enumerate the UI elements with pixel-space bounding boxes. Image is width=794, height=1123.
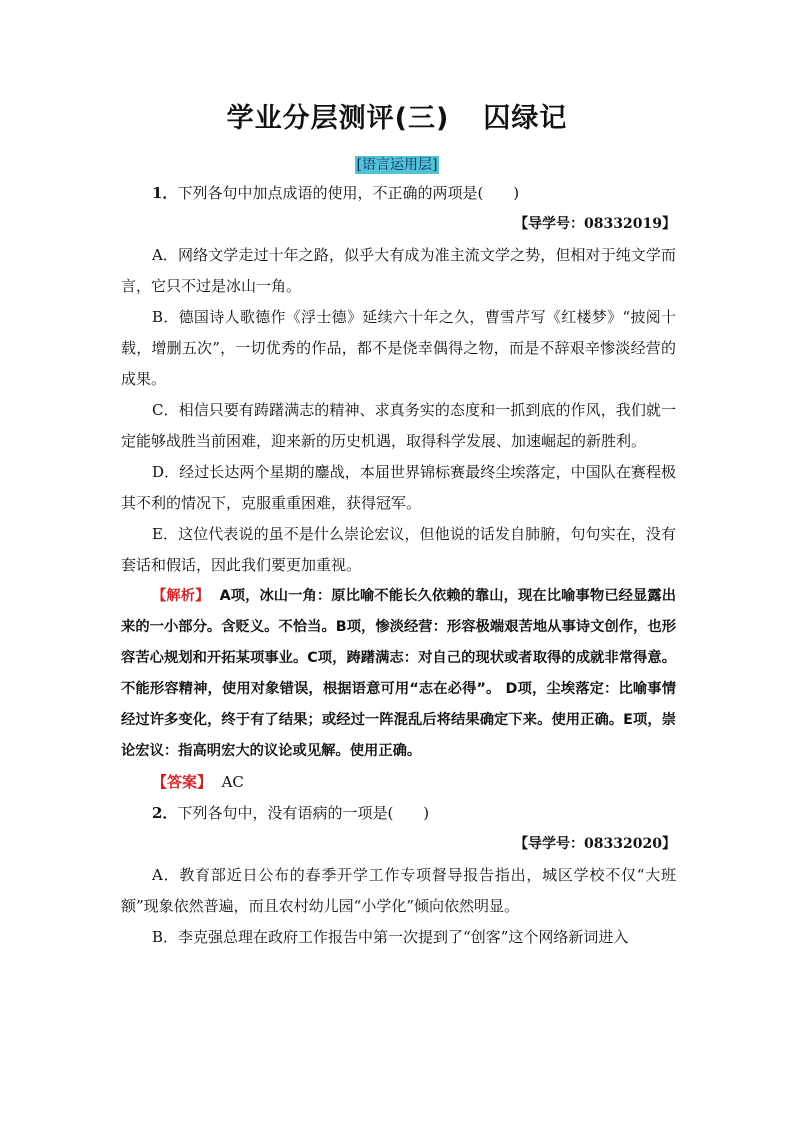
guide-label: 【导学号：08332019】 xyxy=(514,216,676,232)
document-body xyxy=(121,178,676,953)
guide-label: 【导学号：08332020】 xyxy=(514,836,676,852)
answer-tag: 【答案】 xyxy=(152,773,213,791)
question-text: 下列各句中，没有语病的一项是( ) xyxy=(177,804,430,822)
question-text: 下列各句中加点成语的使用，不正确的两项是( ) xyxy=(177,184,520,202)
question-number: 1． xyxy=(152,184,178,202)
page-title xyxy=(0,96,794,135)
question-number: 2． xyxy=(152,804,178,822)
option-b: B．德国诗人歌德作《浮士德》延续六十年之久，曹雪芹写《红楼梦》“披阅十载，增删五次”，一切优秀的作品，都不是侥幸偶得之物，而是不辞艰辛惨淡经营的成果。 xyxy=(121,308,676,388)
option-e: E．这位代表说的虽不是什么崇论宏议，但他说的话发自肺腑，句句实在，没有套话和假话，因此我们要更加重视。 xyxy=(121,525,676,574)
option-a: A．网络文学走过十年之路，似乎大有成为准主流文学之势，但相对于纯文学而言，它只不过是冰山一角。 xyxy=(121,246,676,295)
analysis-text: A项，冰山一角：原比喻不能长久依赖的靠山，现在比喻事物已经显露出来的一小部分。含贬义。不恰当。B项，惨淡经营：形容极端艰苦地从事诗文创作，也形容苦心规划和开拓某项事业。C项，踌躇满志：对自己的现状或者取得的成就非常得意。不能形容精神，使用对象错误，根据语意可用“志在必得”。 D项，尘埃落定：比喻事情经过许多变化，终于有了结果；或经过一阵混乱后将结果确定下来。使用正确。E项，崇论宏议：指高明宏大的议论或见解。使用正确。 xyxy=(121,588,677,759)
title-main: 学业分层测评(三) xyxy=(226,103,450,134)
guide-number xyxy=(121,209,676,240)
title-lesson: 囚绿记 xyxy=(483,103,568,134)
section-header xyxy=(0,154,794,174)
option-c: C．相信只要有踌躇满志的精神、求真务实的态度和一抓到底的作风，我们就一定能够战胜当前困难，迎来新的历史机遇，取得科学发展、加速崛起的新胜利。 xyxy=(121,401,676,450)
answer-paragraph xyxy=(121,767,676,798)
answer-value: AC xyxy=(221,773,244,791)
option-b: B．李克强总理在政府工作报告中第一次提到了“创客”这个网络新词进入 xyxy=(152,928,629,946)
section-label: [语言运用层] xyxy=(356,157,438,173)
question-2-stem xyxy=(121,798,676,829)
analysis-tag: 【解析】 xyxy=(152,588,210,604)
question-1-stem xyxy=(121,178,676,209)
guide-number xyxy=(121,829,676,860)
option-a: A．教育部近日公布的春季开学工作专项督导报告指出，城区学校不仅“大班额”现象依然普遍，而且农村幼儿园“小学化”倾向依然明显。 xyxy=(121,866,676,915)
option-d: D．经过长达两个星期的鏖战，本届世界锦标赛最终尘埃落定，中国队在赛程极其不利的情况下，克服重重困难，获得冠军。 xyxy=(121,463,676,512)
analysis-paragraph xyxy=(121,581,676,767)
